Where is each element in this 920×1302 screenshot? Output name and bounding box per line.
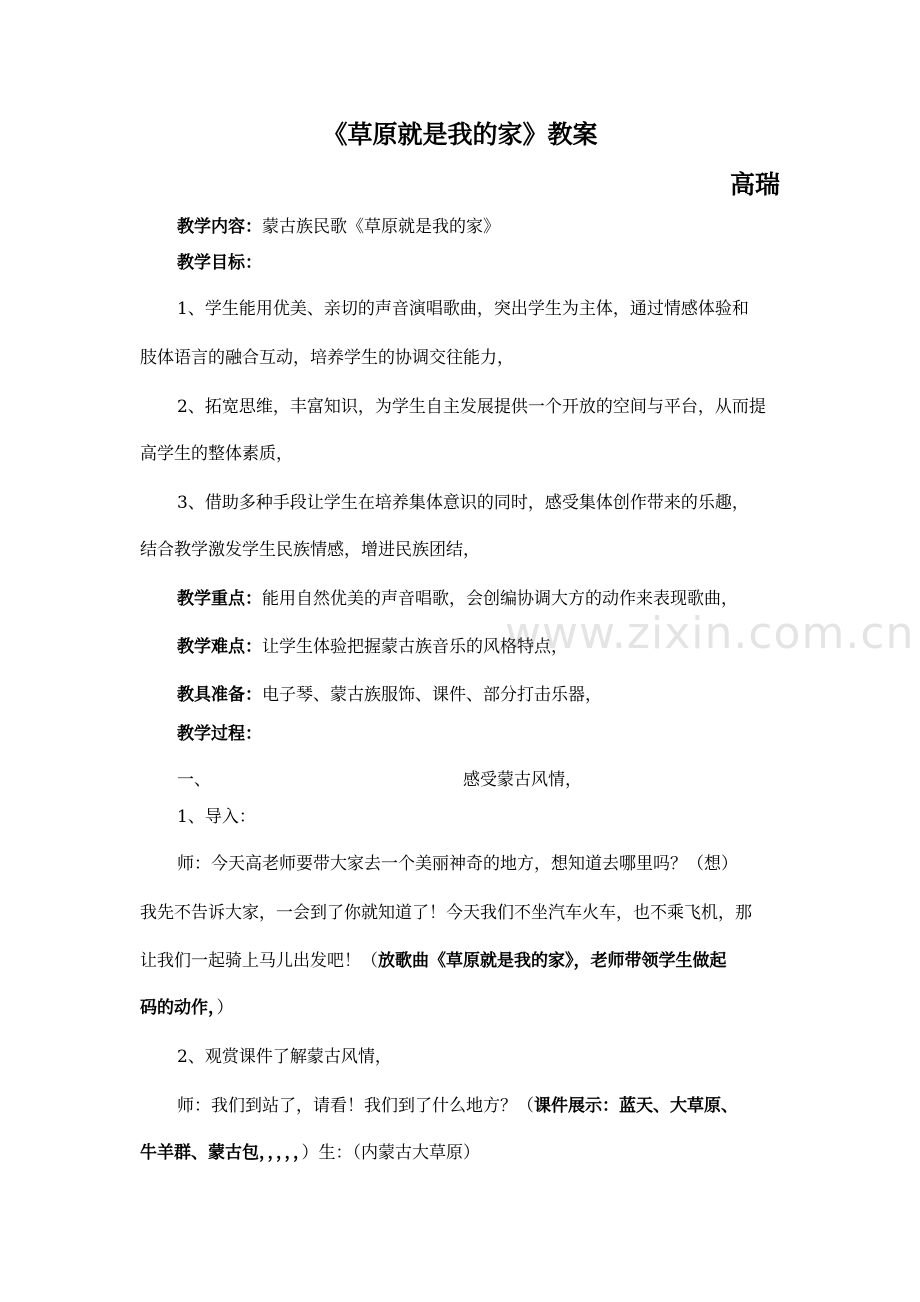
teaching-content-line — [177, 216, 500, 238]
section1-title: 感受蒙古风情， — [463, 770, 582, 790]
teaching-preparation-label: 教具准备： — [177, 685, 262, 705]
goal1-line1: 1、学生能用优美、亲切的声音演唱歌曲，突出学生为主体，通过情感体验和 — [177, 299, 749, 319]
goal3-line2: 结合教学激发学生民族情感，增进民族团结， — [140, 540, 480, 560]
watermark: www.zixin.com.cn — [505, 608, 915, 659]
teacher2-line2 — [140, 1142, 480, 1164]
teaching-difficulty-label: 教学难点： — [177, 637, 262, 657]
author-name: 高瑞 — [729, 170, 780, 199]
teaching-focus-text: 能用自然优美的声音唱歌，会创编协调大方的动作来表现歌曲， — [262, 589, 738, 609]
document-title: 《草原就是我的家》教案 — [322, 120, 598, 149]
teacher1-line3 — [140, 950, 727, 972]
teacher1-line3-plain: 让我们一起骑上马儿出发吧！（ — [140, 951, 378, 971]
teaching-preparation-text: 电子琴、蒙古族服饰、课件、部分打击乐器， — [262, 685, 602, 705]
teacher1-line4 — [140, 997, 234, 1019]
goal1-line2: 肢体语言的融合互动，培养学生的协调交往能力， — [140, 348, 514, 368]
section1-number: 一、 — [177, 770, 211, 790]
teaching-content-label: 教学内容： — [177, 217, 262, 237]
teacher1-line1: 师：今天高老师要带大家去一个美丽神奇的地方，想知道去哪里吗？（想） — [177, 854, 738, 874]
teaching-preparation-line — [177, 684, 602, 706]
teacher2-line1 — [177, 1095, 738, 1117]
teaching-goals-label: 教学目标： — [177, 253, 262, 273]
teacher1-line4-plain: ） — [216, 998, 234, 1018]
teaching-process-label: 教学过程： — [177, 724, 262, 744]
teaching-difficulty-line — [177, 636, 568, 658]
teaching-difficulty-text: 让学生体验把握蒙古族音乐的风格特点， — [262, 637, 568, 657]
teacher2-line2-plain: ）生：（内蒙古大草原） — [301, 1143, 480, 1163]
teacher2-line1-bold: 课件展示：蓝天、大草原、 — [534, 1096, 738, 1116]
goal2-line1: 2、拓宽思维，丰富知识，为学生自主发展提供一个开放的空间与平台，从而提 — [177, 397, 766, 417]
teacher1-line2: 我先不告诉大家，一会到了你就知道了！今天我们不坐汽车火车，也不乘飞机，那 — [140, 903, 752, 923]
teaching-content-text: 蒙古族民歌《草原就是我的家》 — [262, 217, 500, 237]
teacher2-line1-plain: 师：我们到站了，请看！我们到了什么地方？（ — [177, 1096, 534, 1116]
goal3-line1: 3、借助多种手段让学生在培养集体意识的同时，感受集体创作带来的乐趣， — [177, 493, 749, 513]
teacher1-line4-bold: 码的动作， — [140, 998, 217, 1018]
goal2-line2: 高学生的整体素质， — [140, 444, 293, 464]
teaching-focus-line — [177, 588, 738, 610]
teaching-focus-label: 教学重点： — [177, 589, 262, 609]
step1-heading: 1、导入： — [177, 807, 256, 827]
teacher2-line2-bold: 牛羊群、蒙古包，，，，， — [140, 1143, 302, 1163]
step2-heading: 2、观赏课件了解蒙古风情， — [177, 1047, 392, 1067]
teacher1-line3-bold: 放歌曲《草原就是我的家》，老师带领学生做起 — [378, 951, 727, 971]
